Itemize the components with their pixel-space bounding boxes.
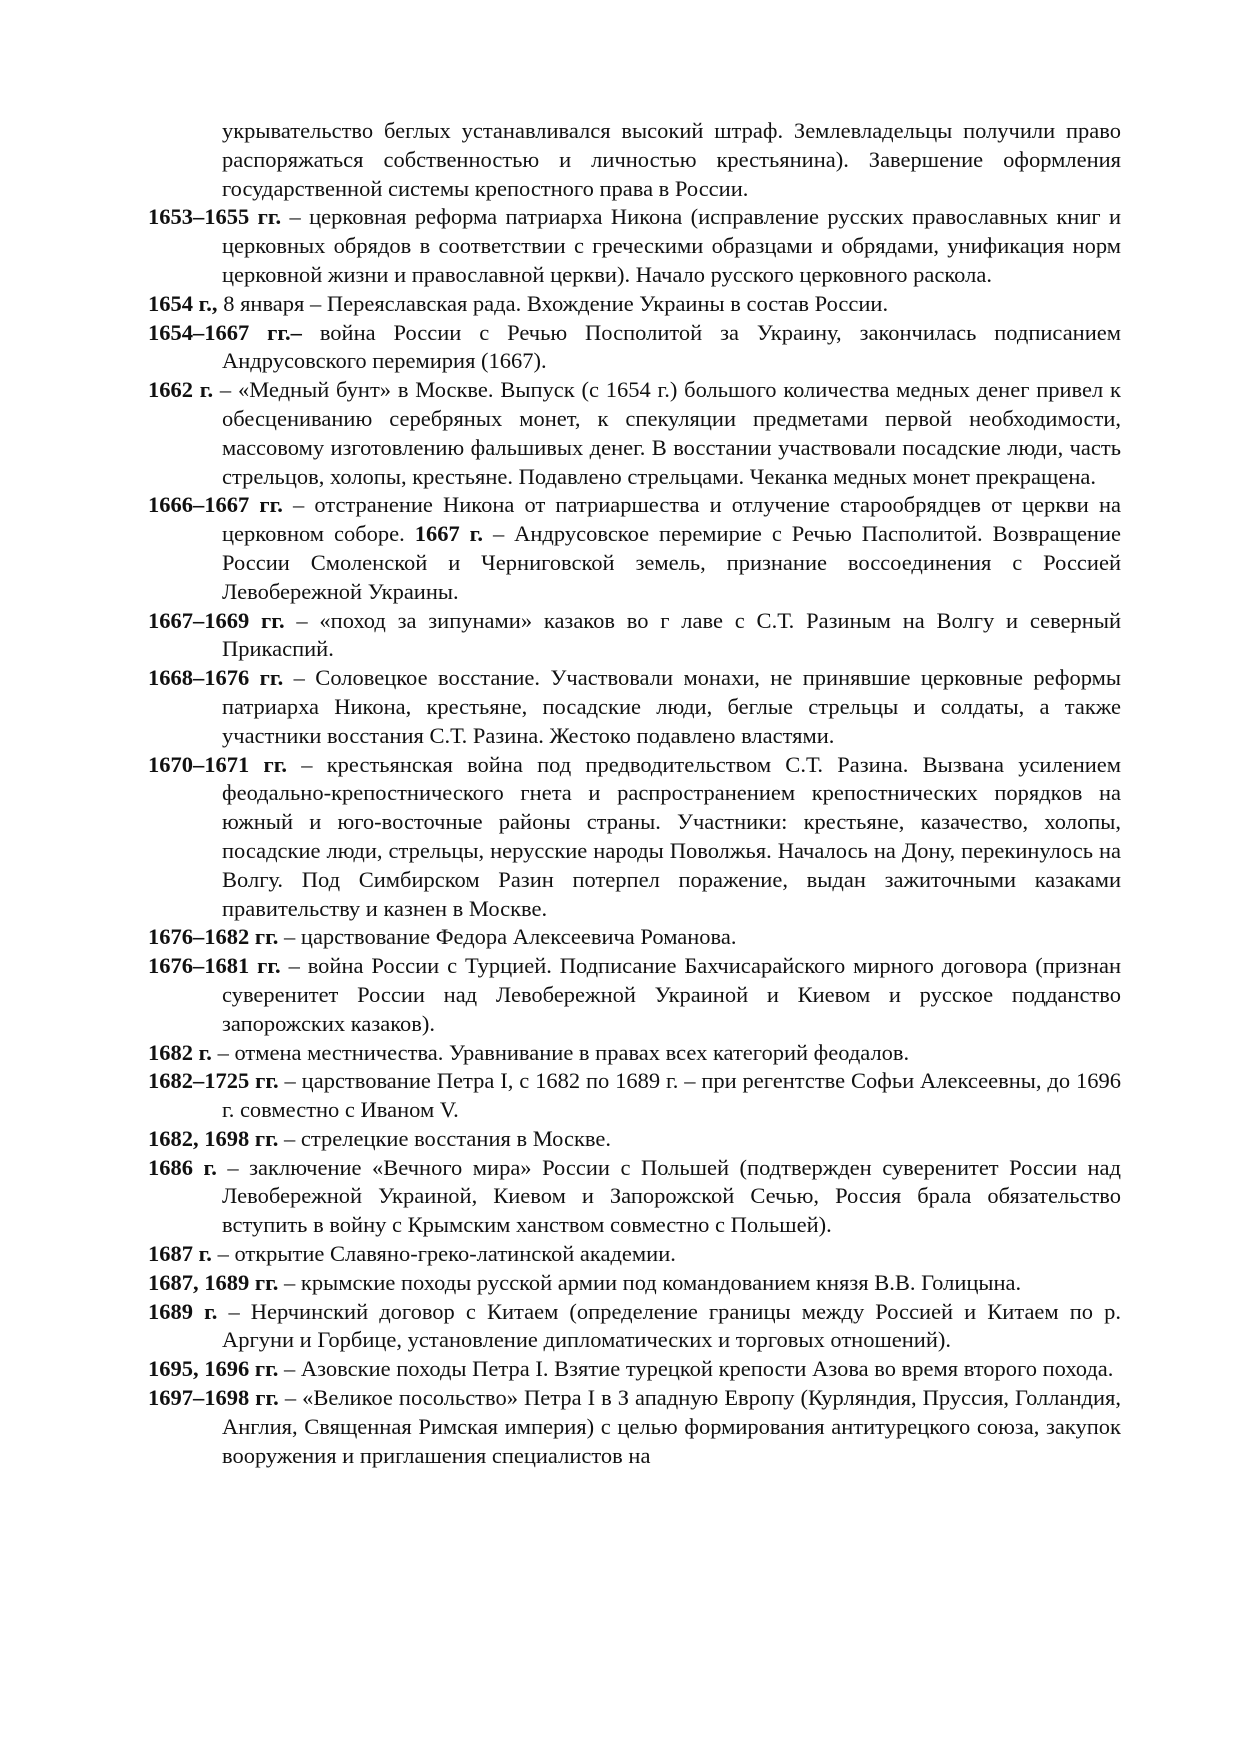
entry-text: – Нерчинский договор с Китаем (определение границы между Россией и Китаем по р. Аргуни и Горбице, установление дипломатических и торговых отношений). [217,1298,1121,1353]
entry-text: – отмена местничества. Уравнивание в правах всех категорий феодалов. [211,1039,910,1065]
entry-text: – война России с Турцией. Подписание Бахчисарайского мирного договора (признан суверенитет России над Левобережной Украиной и Киевом и русское подданство запорожских казаков). [222,953,1121,1036]
entry-text: – крымские походы русской армии под командованием князя В.В. Голицына. [278,1269,1022,1295]
entry-date: 1668–1676 гг. [148,665,284,691]
entry-date: 1686 г. [148,1154,217,1180]
chronology-entry [148,1125,1121,1154]
entry-date: 1676–1682 гг. [148,924,279,950]
entry-date: 1682–1725 гг. [148,1068,279,1094]
entry-text: – «поход за зипунами» казаков во г лаве с С.Т. Разиным на Волгу и северный Прикаспий. [222,607,1121,662]
chronology-entry [148,319,1121,377]
entry-date: 1687 г. [148,1241,212,1267]
chronology-entry [148,1067,1121,1125]
entry-text: – заключение «Вечного мира» России с Польшей (подтвержден суверенитет России над Левобережной Украиной, Киевом и Запорожской Сечью, Россия брала обязательство вступить в войну с Крымским ханством совместно с Польшей). [216,1154,1121,1238]
entry-date: 1682 г. [148,1039,212,1065]
entry-date: 1670–1671 гг. [148,751,288,777]
entry-text: – царствование Федора Алексеевича Романова. [278,924,737,950]
chronology-entry [148,607,1121,665]
entry-date-secondary: 1667 г. [414,521,483,547]
entry-date: 1682, 1698 гг. [148,1125,279,1151]
chronology-entry [148,290,1121,319]
chronology-entry [148,1384,1121,1470]
chronology-entries [148,203,1121,1470]
chronology-entry [148,1039,1121,1068]
entry-text: – «Великое посольство» Петра I в З ападную Европу (Курляндия, Пруссия, Голландия, Англия, Священная Римская империя) с целью формирования антитурецкого союза, закупок вооружения и приглашения специалистов на [222,1385,1121,1468]
chronology-entry [148,1269,1121,1298]
chronology-entry [148,952,1121,1038]
chronology-entry [148,923,1121,952]
chronology-entry [148,1355,1121,1384]
entry-text: – стрелецкие восстания в Москве. [278,1125,612,1151]
entry-date: 1662 г. [148,377,214,403]
chronology-text [148,117,1121,1470]
entry-text: – открытие Славяно-греко-латинской академии. [211,1241,676,1267]
entry-date: 1676–1681 гг. [148,953,281,979]
entry-text: – Соловецкое восстание. Участвовали монахи, не принявшие церковные реформы патриарха Никона, крестьяне, посадские люди, беглые стрельцы и солдаты, а также участники восстания С.Т. Разина. Жестоко подавлено властями. [222,665,1121,748]
chronology-entry [148,1154,1121,1240]
chronology-entry [148,376,1121,491]
entry-date: 1653–1655 гг. [148,204,282,230]
chronology-entry [148,1240,1121,1269]
chronology-entry [148,751,1121,924]
entry-text: – отстранение Никона от патриаршества и отлучение старообрядцев от церкви на церковном соборе. [222,492,1121,547]
chronology-entry [148,664,1121,750]
entry-date: 1654–1667 гг.– [148,319,302,345]
entry-text-secondary: – Андрусовское перемирие с Речью Пасполитой. Возвращение России Смоленской и Черниговской земель, признание воссоединения с Россией Левобережной Украины. [222,521,1121,604]
entry-date: 1695, 1696 гг. [148,1356,279,1382]
entry-date: 1689 г. [148,1298,218,1324]
entry-text: – «Медный бунт» в Москве. Выпуск (с 1654 г.) большого количества медных денег привел к обесцениванию серебряных монет, к спекуляции предметами первой необходимости, массовому изготовлению фальшивых денег. В восстании участвовали посадские люди, часть стрельцов, холопы, крестьяне. Подавлено стрельцами. Чеканка медных монет прекращена. [213,377,1121,489]
chronology-entry [148,1298,1121,1356]
entry-text: 8 января – Переяславская рада. Вхождение Украины в состав России. [217,290,889,316]
entry-date: 1667–1669 гг. [148,607,285,633]
chronology-entry [148,203,1121,289]
entry-text: война России с Речью Посполитой за Украину, закончилась подписанием Андрусовского перемирия (1667). [222,319,1121,374]
entry-date: 1654 г., [148,290,218,316]
entry-text: – царствование Петра I, с 1682 по 1689 г. – при регентстве Софьи Алексеевны, до 1696 г. совместно с Иваном V. [222,1068,1121,1123]
entry-date: 1687, 1689 гг. [148,1269,279,1295]
entry-text: – церковная реформа патриарха Никона (исправление русских православных книг и церковных обрядов в соответствии с греческими образцами и обрядами, унификация норм церковной жизни и православной церкви). Начало русского церковного раскола. [222,204,1121,287]
intro-paragraph: укрывательство беглых устанавливался высокий штраф. Землевладельцы получили право распоряжаться собственностью и личностью крестьянина). Завершение оформления государственной системы крепостного права в России. [222,118,1121,201]
entry-text: – крестьянская война под предводительством С.Т. Разина. Вызвана усилением феодально-крепостнического гнета и распространением крепостнических порядков на южный и юго-восточные районы страны. Участники: крестьяне, казачество, холопы, посадские люди, стрельцы, нерусские народы Поволжья. Началось на Дону, перекинулось на Волгу. Под Симбирском Разин потерпел поражение, выдан зажиточными казаками правительству и казнен в Москве. [222,751,1121,921]
entry-text: – Азовские походы Петра I. Взятие турецкой крепости Азова во время второго похода. [278,1356,1114,1382]
entry-date: 1666–1667 гг. [148,492,283,518]
chronology-entry [148,491,1121,606]
entry-date: 1697–1698 гг. [148,1385,279,1411]
